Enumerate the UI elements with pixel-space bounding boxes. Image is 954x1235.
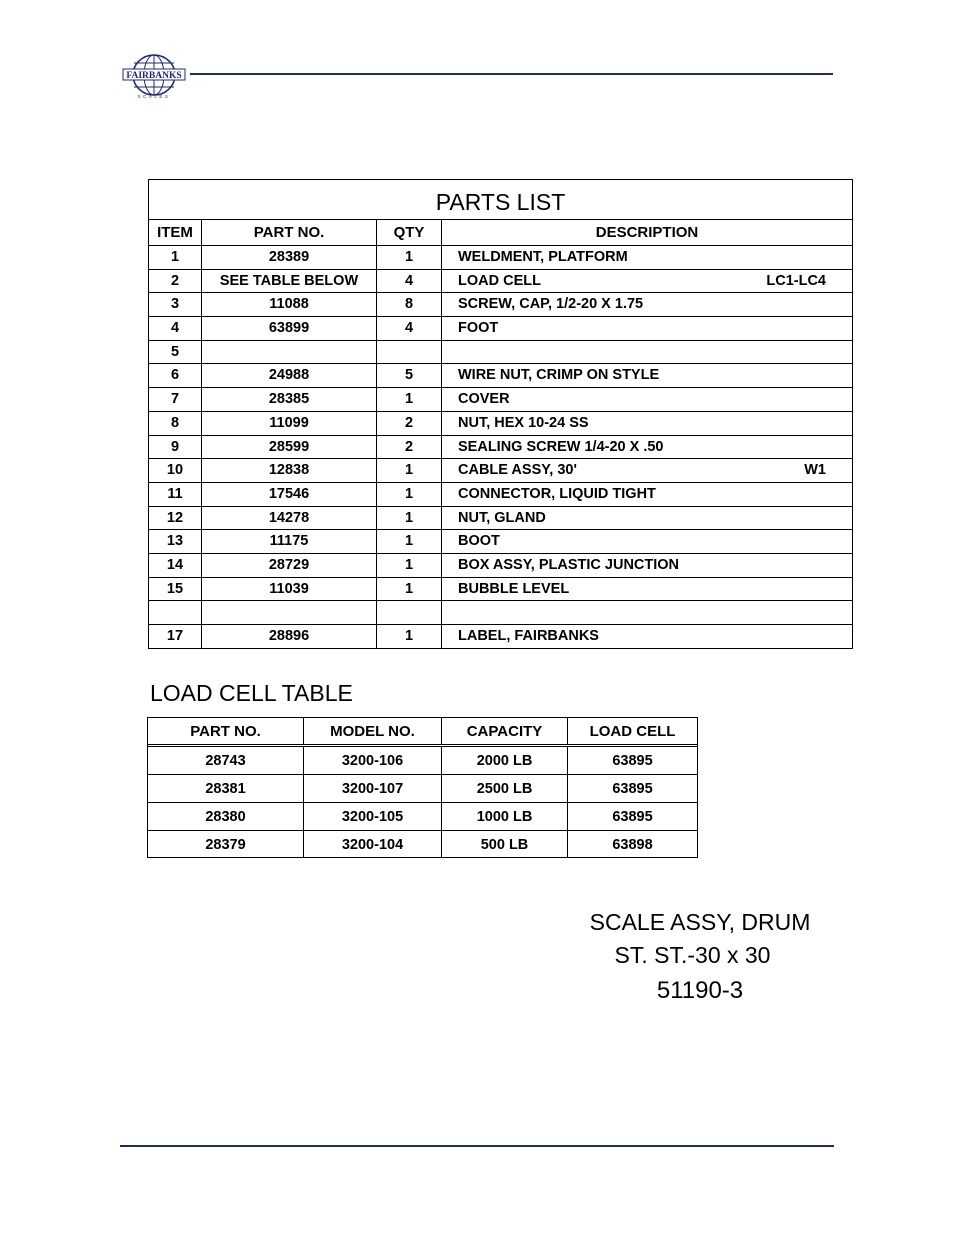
- cell-item: 10: [149, 459, 202, 482]
- logo-text: FAIRBANKS: [126, 71, 182, 81]
- table-row: [148, 747, 697, 775]
- cell-item: 2: [149, 270, 202, 293]
- cell-qty: [377, 601, 442, 624]
- table-row: [149, 388, 852, 412]
- cell-description: BOOT: [458, 533, 500, 550]
- lc-cell-part-no: 28380: [148, 803, 304, 830]
- cell-qty: 4: [377, 270, 442, 293]
- cell-part-no: 11099: [202, 412, 377, 435]
- cell-item: 11: [149, 483, 202, 506]
- cell-part-no: 11088: [202, 293, 377, 316]
- cell-description: SCREW, CAP, 1/2-20 X 1.75: [458, 296, 644, 313]
- cell-description: NUT, GLAND: [458, 509, 546, 526]
- cell-part-no: 14278: [202, 507, 377, 530]
- cell-item: 8: [149, 412, 202, 435]
- parts-list-header-row: [149, 220, 852, 246]
- cell-qty: 4: [377, 317, 442, 340]
- table-row: [148, 803, 697, 831]
- cell-part-no: 28896: [202, 625, 377, 648]
- cell-part-no: 28389: [202, 246, 377, 269]
- lc-cell-load-cell: 63895: [612, 781, 653, 797]
- load-cell-table-title: LOAD CELL TABLE: [150, 680, 353, 706]
- lc-cell-capacity: 1000 LB: [442, 803, 568, 830]
- parts-list-table: [148, 179, 853, 649]
- cell-qty: 1: [377, 554, 442, 577]
- cell-qty: 1: [377, 578, 442, 601]
- lc-cell-load-cell: 63895: [612, 753, 653, 769]
- cell-item: 14: [149, 554, 202, 577]
- lc-cell-model-no: 3200-105: [304, 803, 442, 830]
- logo-subtext: SCALES: [137, 94, 171, 99]
- load-cell-table: [147, 717, 698, 858]
- cell-qty: 1: [377, 625, 442, 648]
- cell-part-no: 17546: [202, 483, 377, 506]
- cell-item: 6: [149, 364, 202, 387]
- table-row: [149, 554, 852, 578]
- cell-description: [442, 270, 852, 293]
- lc-cell-model-no: 3200-106: [304, 747, 442, 774]
- lc-col-header-load-cell: LOAD CELL: [589, 723, 676, 740]
- title-block: [520, 906, 880, 1007]
- cell-part-no: [202, 341, 377, 364]
- cell-description: [442, 459, 852, 482]
- load-cell-header-row: [148, 718, 697, 747]
- col-header-part-no: PART NO.: [202, 220, 377, 245]
- cell-part-no: 11039: [202, 578, 377, 601]
- cell-part-no: 11175: [202, 530, 377, 553]
- lc-cell-capacity: 2500 LB: [442, 775, 568, 802]
- cell-item: 15: [149, 578, 202, 601]
- cell-qty: 8: [377, 293, 442, 316]
- table-row: [149, 317, 852, 341]
- table-row: [149, 246, 852, 270]
- cell-item: 3: [149, 293, 202, 316]
- cell-description-text: CABLE ASSY, 30': [458, 462, 577, 479]
- cell-item: 9: [149, 436, 202, 459]
- footer-rule: [120, 1145, 834, 1147]
- cell-item: 1: [149, 246, 202, 269]
- cell-qty: 5: [377, 364, 442, 387]
- cell-description: COVER: [458, 391, 510, 408]
- table-row: [149, 578, 852, 602]
- table-row: [148, 775, 697, 803]
- cell-qty: 1: [377, 246, 442, 269]
- cell-qty: 2: [377, 436, 442, 459]
- cell-qty: [377, 341, 442, 364]
- table-row: [149, 293, 852, 317]
- cell-reference: LC1-LC4: [766, 272, 826, 289]
- cell-reference: W1: [804, 462, 826, 479]
- parts-list-title: PARTS LIST: [149, 180, 852, 220]
- lc-col-header-capacity: CAPACITY: [442, 718, 568, 744]
- header-rule: [190, 73, 833, 75]
- table-row: [149, 530, 852, 554]
- table-row: [149, 341, 852, 365]
- cell-item: 7: [149, 388, 202, 411]
- cell-part-no: 28599: [202, 436, 377, 459]
- cell-item: 12: [149, 507, 202, 530]
- col-header-item: ITEM: [149, 220, 202, 245]
- title-line-assembly: SCALE ASSY, DRUM: [589, 909, 811, 935]
- cell-part-no: [202, 601, 377, 624]
- cell-qty: 2: [377, 412, 442, 435]
- cell-item: 5: [149, 341, 202, 364]
- lc-cell-model-no: 3200-104: [304, 831, 442, 857]
- cell-item: 13: [149, 530, 202, 553]
- table-row: [149, 483, 852, 507]
- lc-cell-capacity: 2000 LB: [442, 747, 568, 774]
- cell-part-no: SEE TABLE BELOW: [202, 270, 377, 293]
- cell-part-no: 12838: [202, 459, 377, 482]
- cell-qty: 1: [377, 388, 442, 411]
- cell-qty: 1: [377, 530, 442, 553]
- lc-cell-part-no: 28381: [148, 775, 304, 802]
- table-row: [149, 364, 852, 388]
- cell-part-no: 63899: [202, 317, 377, 340]
- table-row: [149, 459, 852, 483]
- cell-item: 17: [149, 625, 202, 648]
- cell-qty: 1: [377, 507, 442, 530]
- cell-part-no: 24988: [202, 364, 377, 387]
- title-line-drawing-number: 51190-3: [656, 977, 744, 1004]
- cell-description: NUT, HEX 10-24 SS: [458, 414, 589, 431]
- cell-description: SEALING SCREW 1/4-20 X .50: [458, 438, 664, 455]
- cell-item: [149, 601, 202, 624]
- table-row: [149, 507, 852, 531]
- cell-description: LABEL, FAIRBANKS: [458, 628, 599, 644]
- cell-qty: 1: [377, 459, 442, 482]
- lc-cell-capacity: 500 LB: [442, 831, 568, 857]
- lc-cell-part-no: 28743: [148, 747, 304, 774]
- cell-description: BUBBLE LEVEL: [458, 580, 570, 597]
- cell-description: CONNECTOR, LIQUID TIGHT: [458, 485, 656, 502]
- lc-cell-part-no: 28379: [148, 831, 304, 857]
- cell-description: FOOT: [458, 320, 499, 337]
- cell-description: WELDMENT, PLATFORM: [458, 249, 628, 265]
- lc-cell-load-cell: 63895: [612, 809, 653, 825]
- lc-col-header-model-no: MODEL NO.: [304, 718, 442, 744]
- title-line-size: ST. ST.-30 x 30: [614, 942, 771, 968]
- cell-item: 4: [149, 317, 202, 340]
- cell-description: [442, 601, 852, 624]
- lc-cell-model-no: 3200-107: [304, 775, 442, 802]
- cell-description: [442, 341, 852, 364]
- lc-col-header-part-no: PART NO.: [148, 718, 304, 744]
- table-row: [149, 625, 852, 648]
- table-row: [149, 412, 852, 436]
- cell-part-no: 28385: [202, 388, 377, 411]
- lc-cell-load-cell: 63898: [612, 837, 653, 853]
- table-row: [148, 831, 697, 857]
- col-header-description: DESCRIPTION: [595, 224, 699, 241]
- cell-description: WIRE NUT, CRIMP ON STYLE: [458, 367, 660, 384]
- table-row: [149, 270, 852, 294]
- cell-description-text: LOAD CELL: [458, 272, 541, 289]
- col-header-qty: QTY: [377, 220, 442, 245]
- fairbanks-logo: [122, 54, 186, 100]
- cell-part-no: 28729: [202, 554, 377, 577]
- table-row: [149, 436, 852, 460]
- table-row: [149, 601, 852, 625]
- cell-description: BOX ASSY, PLASTIC JUNCTION: [458, 556, 680, 573]
- cell-qty: 1: [377, 483, 442, 506]
